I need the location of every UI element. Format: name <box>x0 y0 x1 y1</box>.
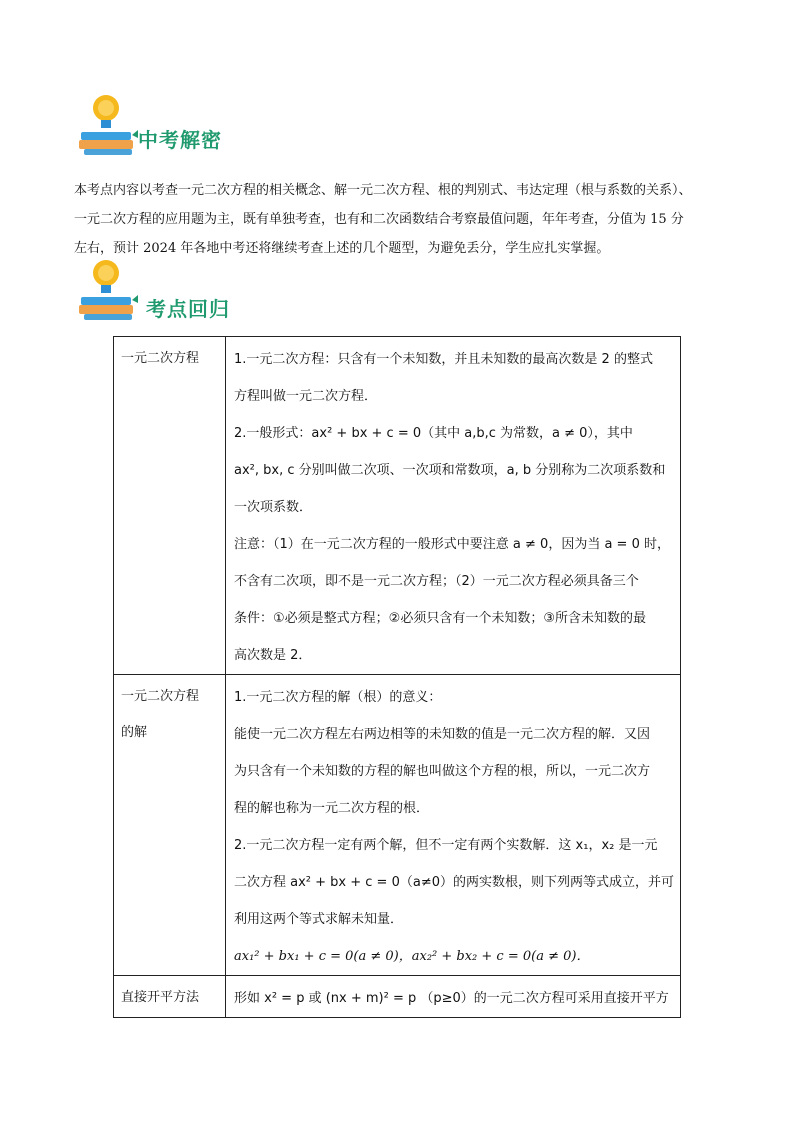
content-line: 不含有二次项，即不是一元二次方程；（2）一元二次方程必须具备三个 <box>234 574 639 589</box>
content-line: ax², bx, c 分别叫做二次项、一次项和常数项，a, b 分别称为二次项系数和 <box>234 463 666 478</box>
section-title: 考点回归 <box>146 297 230 321</box>
concept-table <box>113 336 681 1018</box>
term-cell <box>114 976 226 1018</box>
section-header-key-points <box>76 259 336 323</box>
intro-line: 本考点内容以考查一元二次方程的相关概念、解一元二次方程、根的判别式、韦达定理（根与系数的关系）、 <box>74 183 692 198</box>
content-line: 为只含有一个未知数的方程的解也叫做这个方程的根，所以，一元二次方 <box>234 764 651 779</box>
term-label: 一元二次方程 <box>121 689 200 704</box>
intro-line: 左右，预计 2024 年各地中考还将继续考查上述的几个题型，为避免丢分，学生应扎实掌握。 <box>74 241 610 256</box>
term-label: 的解 <box>121 725 148 740</box>
content-cell <box>226 337 681 675</box>
content-line: 形如 x² = p 或 (nx + m)² = p （p≥0）的一元二次方程可采用直接开平方 <box>234 991 669 1006</box>
lightbulb-books-icon <box>76 94 140 158</box>
content-line: 1.一元二次方程的解（根）的意义： <box>234 690 442 705</box>
content-line: 二次方程 ax² + bx + c = 0（a≠0）的两实数根，则下列两等式成立，并可 <box>234 875 674 890</box>
term-label: 直接开平方法 <box>121 990 200 1005</box>
content-line: 1.一元二次方程：只含有一个未知数，并且未知数的最高次数是 2 的整式 <box>234 352 653 367</box>
content-line: 一次项系数． <box>234 500 313 515</box>
term-cell <box>114 675 226 976</box>
content-line: 2.一般形式：ax² + bx + c = 0（其中 a,b,c 为常数，a ≠ 0），其中 <box>234 426 633 441</box>
content-line: 高次数是 2． <box>234 648 312 663</box>
formula-line: ax₁² + bx₁ + c = 0(a ≠ 0)，ax₂² + bx₂ + c = 0(a ≠ 0)． <box>234 949 590 964</box>
table-row <box>114 337 681 675</box>
content-line: 条件：①必须是整式方程；②必须只含有一个未知数；③所含未知数的最 <box>234 611 646 626</box>
content-cell <box>226 675 681 976</box>
term-label: 一元二次方程 <box>121 351 200 366</box>
lightbulb-books-icon <box>76 259 140 323</box>
content-line: 能使一元二次方程左右两边相等的未知数的值是一元二次方程的解．又因 <box>234 727 651 742</box>
content-line: 利用这两个等式求解未知量． <box>234 912 404 927</box>
intro-paragraph <box>74 176 746 263</box>
section-header-exam-secret <box>76 94 336 158</box>
content-cell <box>226 976 681 1018</box>
table-row <box>114 675 681 976</box>
intro-line: 一元二次方程的应用题为主，既有单独考查，也有和二次函数结合考察最值问题，年年考查，分值为 15 分 <box>74 212 684 227</box>
content-line: 注意：（1）在一元二次方程的一般形式中要注意 a ≠ 0，因为当 a = 0 时， <box>234 537 670 552</box>
content-line: 方程叫做一元二次方程． <box>234 389 378 404</box>
content-line: 2.一元二次方程一定有两个解，但不一定有两个实数解．这 x₁，x₂ 是一元 <box>234 838 658 853</box>
table-row <box>114 976 681 1018</box>
content-line: 程的解也称为一元二次方程的根． <box>234 801 430 816</box>
section-title: 中考解密 <box>138 128 222 152</box>
term-cell <box>114 337 226 675</box>
